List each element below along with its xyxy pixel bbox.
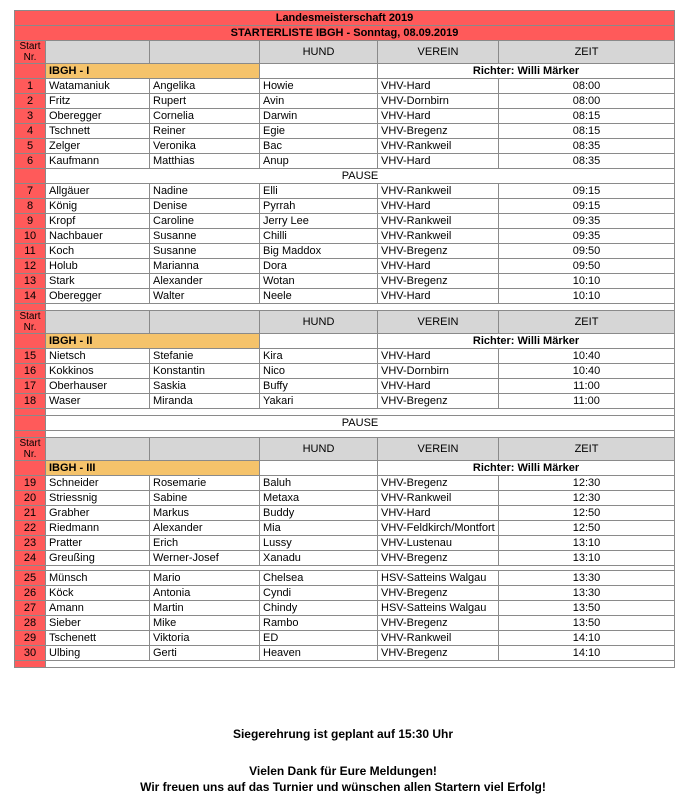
starter-row [15,139,675,154]
column-header-row [15,311,675,334]
start-time: 13:30 [499,586,675,601]
start-number: 13 [15,274,46,289]
starter-firstname: Alexander [150,274,260,289]
spacer-nr [15,304,46,311]
start-time: 12:50 [499,521,675,536]
column-header-row [15,41,675,64]
start-time: 10:10 [499,274,675,289]
header-start-label: Start [19,41,41,52]
starter-surname: Oberhauser [46,379,150,394]
dog-name: Avin [260,94,378,109]
pause-label: PAUSE [46,416,675,431]
start-number: 8 [15,199,46,214]
starter-firstname: Martin [150,601,260,616]
dog-name: Cyndi [260,586,378,601]
start-number: 10 [15,229,46,244]
club-name: VHV-Rankweil [378,491,499,506]
dog-name: Metaxa [260,491,378,506]
dog-name: Chindy [260,601,378,616]
start-number: 30 [15,646,46,661]
starter-surname: Nachbauer [46,229,150,244]
starter-surname: Waser [46,394,150,409]
dog-name: Rambo [260,616,378,631]
starter-row [15,349,675,364]
starter-row [15,259,675,274]
club-name: VHV-Bregenz [378,124,499,139]
header-start-label: Start [19,438,41,449]
dog-name: Bac [260,139,378,154]
dog-name: Chelsea [260,571,378,586]
starter-surname: Kokkinos [46,364,150,379]
starter-surname: Kropf [46,214,150,229]
starter-firstname: Antonia [150,586,260,601]
start-time: 12:50 [499,506,675,521]
dog-name: Egie [260,124,378,139]
starter-row [15,289,675,304]
club-name: VHV-Hard [378,289,499,304]
start-number: 25 [15,571,46,586]
start-time: 11:00 [499,394,675,409]
document-subtitle: STARTERLISTE IBGH - Sonntag, 08.09.2019 [15,26,675,41]
class-row [15,334,675,349]
dog-name: Kira [260,349,378,364]
class-row [15,461,675,476]
club-name: VHV-Dornbirn [378,364,499,379]
starter-surname: Sieber [46,616,150,631]
judge-label: Richter: Willi Märker [378,461,675,476]
starter-surname: Koch [46,244,150,259]
starter-firstname: Alexander [150,521,260,536]
start-number: 26 [15,586,46,601]
dog-name: Lussy [260,536,378,551]
start-number: 16 [15,364,46,379]
club-name: VHV-Rankweil [378,229,499,244]
club-name: VHV-Bregenz [378,244,499,259]
header-vorname-blank [150,41,260,64]
column-header-row [15,438,675,461]
start-number: 29 [15,631,46,646]
spacer-nr [15,661,46,668]
start-time: 08:00 [499,94,675,109]
starter-surname: Nietsch [46,349,150,364]
start-time: 13:10 [499,536,675,551]
header-name-blank [46,41,150,64]
thanks-note: Vielen Dank für Eure Meldungen! [249,764,437,778]
starter-surname: Allgäuer [46,184,150,199]
start-number: 24 [15,551,46,566]
starter-row [15,506,675,521]
starter-firstname: Denise [150,199,260,214]
start-time: 10:40 [499,364,675,379]
starter-firstname: Viktoria [150,631,260,646]
start-time: 12:30 [499,476,675,491]
starter-surname: Tschnett [46,124,150,139]
starter-surname: Riedmann [46,521,150,536]
header-name-blank [46,438,150,461]
starter-row [15,616,675,631]
club-name: VHV-Hard [378,349,499,364]
dog-name: Chilli [260,229,378,244]
starter-surname: Kaufmann [46,154,150,169]
class-nr-blank [15,461,46,476]
spacer-cell [46,409,675,416]
starter-firstname: Markus [150,506,260,521]
start-number: 17 [15,379,46,394]
dog-name: Darwin [260,109,378,124]
club-name: VHV-Rankweil [378,214,499,229]
starter-surname: Oberegger [46,109,150,124]
starter-row [15,124,675,139]
starter-firstname: Saskia [150,379,260,394]
header-nr-label: Nr. [23,449,37,460]
start-time: 09:50 [499,244,675,259]
dog-name: ED [260,631,378,646]
dog-name: Pyrrah [260,199,378,214]
club-name: VHV-Rankweil [378,184,499,199]
start-time: 14:10 [499,631,675,646]
dog-name: Anup [260,154,378,169]
starter-firstname: Caroline [150,214,260,229]
starter-firstname: Cornelia [150,109,260,124]
start-number: 1 [15,79,46,94]
start-number: 6 [15,154,46,169]
club-name: VHV-Lustenau [378,536,499,551]
class-label: IBGH - II [46,334,260,349]
spacer-nr [15,409,46,416]
starter-row [15,646,675,661]
starter-surname: Zelger [46,139,150,154]
club-name: VHV-Rankweil [378,631,499,646]
starter-firstname: Walter [150,289,260,304]
start-number: 12 [15,259,46,274]
starter-firstname: Matthias [150,154,260,169]
header-zeit: ZEIT [499,311,675,334]
start-time: 12:30 [499,491,675,506]
class-nr-blank [15,64,46,79]
starter-surname: Schneider [46,476,150,491]
header-vorname-blank [150,311,260,334]
start-number: 4 [15,124,46,139]
dog-name: Neele [260,289,378,304]
starter-row [15,94,675,109]
header-start-nr [15,311,46,334]
starter-row [15,274,675,289]
start-number: 18 [15,394,46,409]
dog-name: Nico [260,364,378,379]
dog-name: Mia [260,521,378,536]
starter-surname: Striessnig [46,491,150,506]
start-number: 15 [15,349,46,364]
club-name: VHV-Hard [378,506,499,521]
club-name: VHV-Hard [378,154,499,169]
dog-name: Buffy [260,379,378,394]
header-vorname-blank [150,438,260,461]
starter-row [15,601,675,616]
start-time: 08:15 [499,109,675,124]
starter-row [15,199,675,214]
start-time: 13:30 [499,571,675,586]
start-number: 11 [15,244,46,259]
spacer-cell [46,304,675,311]
starter-row [15,109,675,124]
start-time: 08:35 [499,154,675,169]
start-number: 21 [15,506,46,521]
start-time: 13:50 [499,601,675,616]
starter-row [15,491,675,506]
header-hund: HUND [260,438,378,461]
start-number: 27 [15,601,46,616]
club-name: VHV-Rankweil [378,139,499,154]
starter-firstname: Erich [150,536,260,551]
club-name: HSV-Satteins Walgau [378,601,499,616]
start-time: 08:15 [499,124,675,139]
start-time: 09:50 [499,259,675,274]
starter-firstname: Miranda [150,394,260,409]
club-name: VHV-Hard [378,379,499,394]
club-name: HSV-Satteins Walgau [378,571,499,586]
wish-note: Wir freuen uns auf das Turnier und wünschen allen Startern viel Erfolg! [140,780,546,794]
class-nr-blank [15,334,46,349]
class-blank [260,64,378,79]
class-label: IBGH - III [46,461,260,476]
starter-row [15,229,675,244]
starter-surname: Münsch [46,571,150,586]
start-number: 2 [15,94,46,109]
header-verein: VEREIN [378,41,499,64]
starter-surname: Pratter [46,536,150,551]
starter-list-sheet [14,10,674,668]
start-time: 09:35 [499,214,675,229]
starter-row [15,184,675,199]
ceremony-note: Siegerehrung ist geplant auf 15:30 Uhr [232,727,454,741]
starter-row [15,521,675,536]
pause-nr-blank [15,416,46,431]
spacer-row [15,431,675,438]
club-name: VHV-Bregenz [378,616,499,631]
start-number: 20 [15,491,46,506]
header-start-nr [15,438,46,461]
start-number: 7 [15,184,46,199]
starter-row [15,154,675,169]
starter-firstname: Marianna [150,259,260,274]
starter-row [15,551,675,566]
spacer-row [15,304,675,311]
starter-row [15,536,675,551]
starter-row [15,79,675,94]
start-number: 28 [15,616,46,631]
start-time: 14:10 [499,646,675,661]
starter-firstname: Mario [150,571,260,586]
start-number: 3 [15,109,46,124]
starter-firstname: Rupert [150,94,260,109]
starter-row [15,214,675,229]
judge-label: Richter: Willi Märker [378,334,675,349]
starter-row [15,379,675,394]
start-time: 10:40 [499,349,675,364]
starter-firstname: Angelika [150,79,260,94]
spacer-cell [46,431,675,438]
start-time: 10:10 [499,289,675,304]
dog-name: Yakari [260,394,378,409]
club-name: VHV-Bregenz [378,646,499,661]
starter-surname: Greußing [46,551,150,566]
starter-firstname: Veronika [150,139,260,154]
pause-label: PAUSE [46,169,675,184]
club-name: VHV-Bregenz [378,551,499,566]
dog-name: Big Maddox [260,244,378,259]
starter-surname: Ulbing [46,646,150,661]
club-name: VHV-Dornbirn [378,94,499,109]
spacer-row [15,661,675,668]
start-time: 09:15 [499,184,675,199]
club-name: VHV-Bregenz [378,586,499,601]
header-zeit: ZEIT [499,438,675,461]
starter-row [15,394,675,409]
header-hund: HUND [260,311,378,334]
start-time: 09:15 [499,199,675,214]
starter-surname: König [46,199,150,214]
starter-surname: Fritz [46,94,150,109]
start-number: 9 [15,214,46,229]
club-name: VHV-Feldkirch/Montfort [378,521,499,536]
dog-name: Howie [260,79,378,94]
start-time: 13:10 [499,551,675,566]
starter-firstname: Rosemarie [150,476,260,491]
header-hund: HUND [260,41,378,64]
club-name: VHV-Hard [378,199,499,214]
dog-name: Jerry Lee [260,214,378,229]
starter-firstname: Mike [150,616,260,631]
club-name: VHV-Bregenz [378,274,499,289]
header-nr-label: Nr. [23,52,37,63]
dog-name: Elli [260,184,378,199]
starter-table [14,10,675,668]
dog-name: Buddy [260,506,378,521]
club-name: VHV-Bregenz [378,476,499,491]
pause-row [15,169,675,184]
header-start-nr [15,41,46,64]
dog-name: Heaven [260,646,378,661]
dog-name: Baluh [260,476,378,491]
starter-firstname: Nadine [150,184,260,199]
starter-row [15,244,675,259]
start-number: 22 [15,521,46,536]
spacer-nr [15,431,46,438]
start-number: 5 [15,139,46,154]
class-blank [260,461,378,476]
starter-surname: Grabher [46,506,150,521]
starter-surname: Stark [46,274,150,289]
dog-name: Xanadu [260,551,378,566]
club-name: VHV-Hard [378,109,499,124]
start-time: 08:00 [499,79,675,94]
header-nr-label: Nr. [23,322,37,333]
pause-nr-blank [15,169,46,184]
header-name-blank [46,311,150,334]
starter-firstname: Susanne [150,244,260,259]
start-time: 08:35 [499,139,675,154]
pause-row [15,416,675,431]
starter-firstname: Reiner [150,124,260,139]
class-blank [260,334,378,349]
starter-row [15,586,675,601]
starter-row [15,571,675,586]
dog-name: Wotan [260,274,378,289]
starter-surname: Amann [46,601,150,616]
club-name: VHV-Hard [378,259,499,274]
header-start-label: Start [19,311,41,322]
starter-surname: Oberegger [46,289,150,304]
club-name: VHV-Bregenz [378,394,499,409]
start-number: 14 [15,289,46,304]
starter-surname: Watamaniuk [46,79,150,94]
starter-row [15,631,675,646]
header-verein: VEREIN [378,438,499,461]
start-number: 23 [15,536,46,551]
starter-row [15,476,675,491]
document-title: Landesmeisterschaft 2019 [15,11,675,26]
starter-firstname: Werner-Josef [150,551,260,566]
starter-firstname: Stefanie [150,349,260,364]
start-time: 09:35 [499,229,675,244]
starter-surname: Tschenett [46,631,150,646]
header-zeit: ZEIT [499,41,675,64]
starter-firstname: Gerti [150,646,260,661]
class-label: IBGH - I [46,64,260,79]
starter-firstname: Konstantin [150,364,260,379]
header-verein: VEREIN [378,311,499,334]
spacer-cell [46,661,675,668]
judge-label: Richter: Willi Märker [378,64,675,79]
dog-name: Dora [260,259,378,274]
starter-firstname: Sabine [150,491,260,506]
class-row [15,64,675,79]
starter-row [15,364,675,379]
starter-firstname: Susanne [150,229,260,244]
spacer-row [15,409,675,416]
start-number: 19 [15,476,46,491]
start-time: 11:00 [499,379,675,394]
starter-surname: Holub [46,259,150,274]
start-time: 13:50 [499,616,675,631]
starter-surname: Köck [46,586,150,601]
club-name: VHV-Hard [378,79,499,94]
